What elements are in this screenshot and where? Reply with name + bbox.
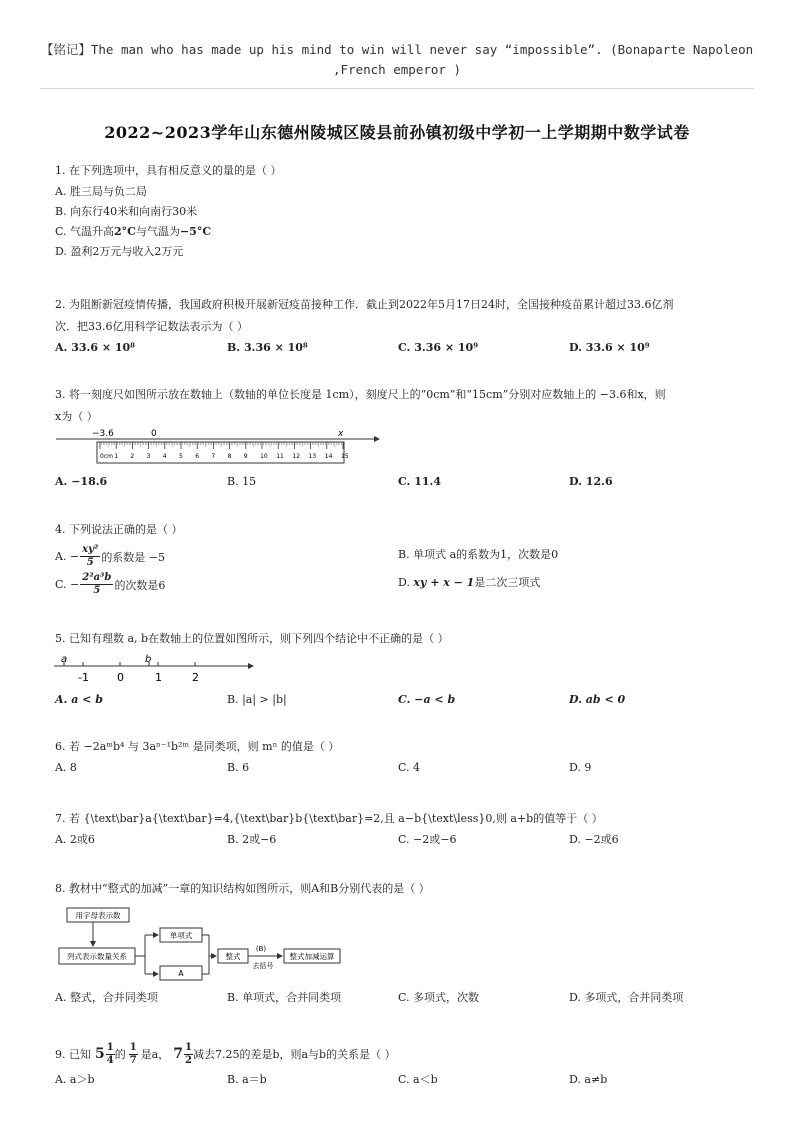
stem-prefix: 9. 已知 [55,1048,91,1061]
axis-tick-label: 2 [192,671,199,684]
question-7-option-c[interactable]: C. −2或−6 [398,833,457,846]
axis-arrow-icon [248,663,254,669]
ruler-tick-label: 1 [114,453,119,460]
fraction [80,572,113,597]
diagram-box-monomial-label: 单项式 [169,931,193,940]
question-5 [55,628,745,650]
question-2-option-a[interactable]: A. 33.6 × 10⁸ [55,341,135,354]
option-a-prefix: A. − [55,550,80,563]
question-6-option-a[interactable]: A. 8 [55,761,77,774]
question-9-option-d[interactable]: D. a≠b [569,1073,608,1086]
option-d-suffix: 是二次三项式 [474,576,541,589]
ruler-tick-label: 12 [292,453,301,460]
question-6 [55,736,745,778]
motto-line-2: ,French emperor ) [333,62,461,77]
question-9-option-a[interactable]: A. a＞b [55,1073,95,1086]
fraction-denominator: 2 [185,1054,192,1066]
question-3-stem-line-1: 3. 将一刻度尺如图所示放在数轴上（数轴的单位长度是 1cm），刻度尺上的“0cm”和“15cm”分别对应数轴上的 −3.6和x，则 [55,388,666,401]
mixed-number [95,1042,115,1067]
option-c-mid: 与气温为 [135,225,180,238]
diagram-box-polynomial-label: 整式 [225,952,241,961]
question-6-option-d[interactable]: D. 9 [569,761,592,774]
question-6-stem: 6. 若 −2aᵐb⁴ 与 3aⁿ⁻¹b²ᵐ 是同类项，则 mⁿ 的值是（ ） [55,740,340,753]
ruler-tick-label: 6 [195,453,200,460]
question-4-option-d[interactable] [398,574,540,590]
header-divider [40,88,754,89]
diagram-arrow-label-brackets: 去括号 [252,962,274,970]
question-4-options-row-2 [55,570,745,600]
fraction-numerator: 1 [129,1041,137,1053]
question-5-options [55,690,745,710]
question-5-option-a[interactable]: A. a < b [55,693,103,706]
motto-line-1: 【铭记】The man who has made up his mind to win will never say “impossible”. (Bonaparte Napoleon [40,42,754,57]
question-5-stem: 5. 已知有理数 a, b在数轴上的位置如图所示，则下列四个结论中不正确的是（ ） [55,632,449,645]
ruler-tick-label: 3 [146,453,151,460]
question-1-option-d[interactable]: D. 盈利2万元与收入2万元 [55,245,184,258]
question-3-option-c[interactable]: C. 11.4 [398,475,442,488]
ruler-tick-label: 14 [324,453,333,460]
question-3 [55,384,745,428]
math-expression: 2°C [114,225,136,238]
question-1-option-b[interactable]: B. 向东行40米和向南行30米 [55,205,198,218]
diagram-box-a-label: A [178,969,184,978]
math-expression: xy + x − 1 [413,576,475,589]
ruler-tick-label: 2 [130,453,135,460]
question-1-option-c[interactable] [55,222,745,242]
option-c-suffix: 的次数是6 [114,578,166,592]
question-3-option-d[interactable]: D. 12.6 [569,475,613,488]
question-7-option-d[interactable]: D. −2或6 [569,833,619,846]
question-4-stem: 4. 下列说法正确的是（ ） [55,523,183,536]
axis-label-neg-3-6: −3.6 [92,429,114,439]
mixed-number-whole: 5 [95,1046,105,1062]
axis-tick-label: 1 [155,671,162,684]
math-expression: −5°C [179,225,212,238]
question-8-option-a[interactable]: A. 整式，合并同类项 [55,991,158,1004]
ruler-tick-label: 13 [308,453,317,460]
motto-header [40,40,754,80]
stem-suffix: 减去7.25的差是b，则a与b的关系是（ ） [192,1048,396,1061]
question-2-option-d[interactable]: D. 33.6 × 10⁹ [569,341,650,354]
fraction [129,1042,138,1067]
ruler-tick-label: 11 [276,453,284,460]
point-a-label: a [61,654,68,665]
question-9-option-b[interactable]: B. a＝b [227,1073,267,1086]
axis-tick-label: -1 [78,671,89,684]
ruler-ticks [100,442,349,460]
axis-arrow-icon [374,436,380,442]
axis-ticks [78,662,199,684]
question-9 [55,1040,745,1090]
question-4 [55,519,745,541]
question-7-option-b[interactable]: B. 2或−6 [227,833,277,846]
question-2-option-b[interactable]: B. 3.36 × 10⁸ [227,341,308,354]
option-a-suffix: 的系数是 −5 [101,550,166,564]
question-1-option-a[interactable]: A. 胜三局与负二局 [55,185,147,198]
question-8-options [55,988,745,1008]
question-6-option-c[interactable]: C. 4 [398,761,421,774]
question-7-option-a[interactable]: A. 2或6 [55,833,95,846]
question-8 [55,878,745,900]
question-7 [55,808,745,850]
point-b-label: b [145,654,152,665]
fraction-numerator: 1 [185,1041,192,1053]
fraction-numerator: xy² [82,544,99,555]
ruler-tick-label: 5 [179,453,183,460]
ruler-tick-label: 4 [162,453,167,460]
question-1-stem: 1. 在下列选项中，具有相反意义的量的是（ ） [55,164,282,177]
ruler-tick-label: 7 [211,453,216,460]
option-c-prefix: C. 气温升高 [55,225,115,238]
question-5-option-c[interactable]: C. −a < b [398,693,456,706]
ruler-tick-label: 8 [227,453,232,460]
question-8-option-d[interactable]: D. 多项式，合并同类项 [569,991,684,1004]
ruler-tick-label: 9 [243,453,248,460]
axis-label-x: x [338,429,344,439]
ruler-tick-label: 15 [341,453,349,460]
question-3-option-b[interactable]: B. 15 [227,475,257,488]
axis-tick-label: 0 [117,671,124,684]
stem-text: 是a， [140,1048,170,1061]
question-2-option-c[interactable]: C. 3.36 × 10⁹ [398,341,479,354]
fraction-denominator: 4 [106,1054,114,1066]
question-2-stem-line-1: 2. 为阻断新冠疫情传播，我国政府积极开展新冠疫苗接种工作．截止到2022年5月17日24时，全国接种疫苗累计超过33.6亿剂 [55,298,674,311]
question-3-option-a[interactable]: A. −18.6 [55,475,108,488]
axis-label-zero: 0 [151,429,157,439]
diagram-box-letters-label: 用字母表示数 [75,911,121,920]
fraction-denominator: 5 [86,557,94,568]
question-4-option-b[interactable]: B. 单项式 a的系数为1，次数是0 [398,548,559,561]
ab-number-line-figure [52,654,262,686]
knowledge-structure-diagram [55,902,375,982]
diagram-box-operation-label: 整式加减运算 [289,952,335,961]
question-4-option-a[interactable] [55,544,165,569]
question-8-option-c[interactable]: C. 多项式，次数 [398,991,480,1004]
stem-text: 的 [114,1048,126,1061]
ruler-tick-label: 10 [260,453,268,460]
question-4-option-c[interactable] [55,572,165,597]
question-4-options-row-1 [55,540,745,570]
option-d-prefix: D. [398,576,414,589]
page-title: 2022~2023学年山东德州陵城区陵县前孙镇初级中学初一上学期期中数学试卷 [104,123,690,142]
diagram-arrow-label-b: (B) [255,945,267,953]
question-9-option-c[interactable]: C. a＜b [398,1073,438,1086]
question-6-option-b[interactable]: B. 6 [227,761,250,774]
fraction [106,1042,115,1067]
question-9-stem [55,1040,745,1068]
fraction [184,1042,193,1067]
question-5-option-b[interactable]: B. |a| > |b| [227,693,287,706]
question-8-option-b[interactable]: B. 单项式，合并同类项 [227,991,342,1004]
question-2-stem-line-2: 次．把33.6亿用科学记数法表示为（ ） [55,320,248,333]
question-2 [55,294,745,358]
question-3-options [55,472,745,492]
question-1 [55,160,745,262]
fraction-numerator: 2²a³b [82,572,112,583]
fraction [80,544,100,569]
fraction-numerator: 1 [106,1041,114,1053]
ruler-number-line-figure [52,424,382,470]
question-7-stem: 7. 若 {\text\bar}a{\text\bar}=4,{\text\bar}b{\text\bar}=2,且 a−b{\text\less}0,则 a+b的值等于（ ） [55,812,603,825]
ruler-tick-label: 0cm [100,453,113,460]
question-3-stem-line-2: x为（ ） [55,410,98,423]
mixed-number-whole: 7 [173,1046,183,1062]
option-c-prefix: C. − [55,578,80,591]
fraction-denominator: 7 [129,1054,137,1066]
question-5-option-d[interactable]: D. ab < 0 [569,693,626,706]
question-8-stem: 8. 教材中“整式的加减”一章的知识结构如图所示，则A和B分别代表的是（ ） [55,882,430,895]
fraction-denominator: 5 [93,585,101,596]
diagram-box-expressions-label: 列式表示数量关系 [67,952,127,961]
mixed-number [173,1042,193,1067]
